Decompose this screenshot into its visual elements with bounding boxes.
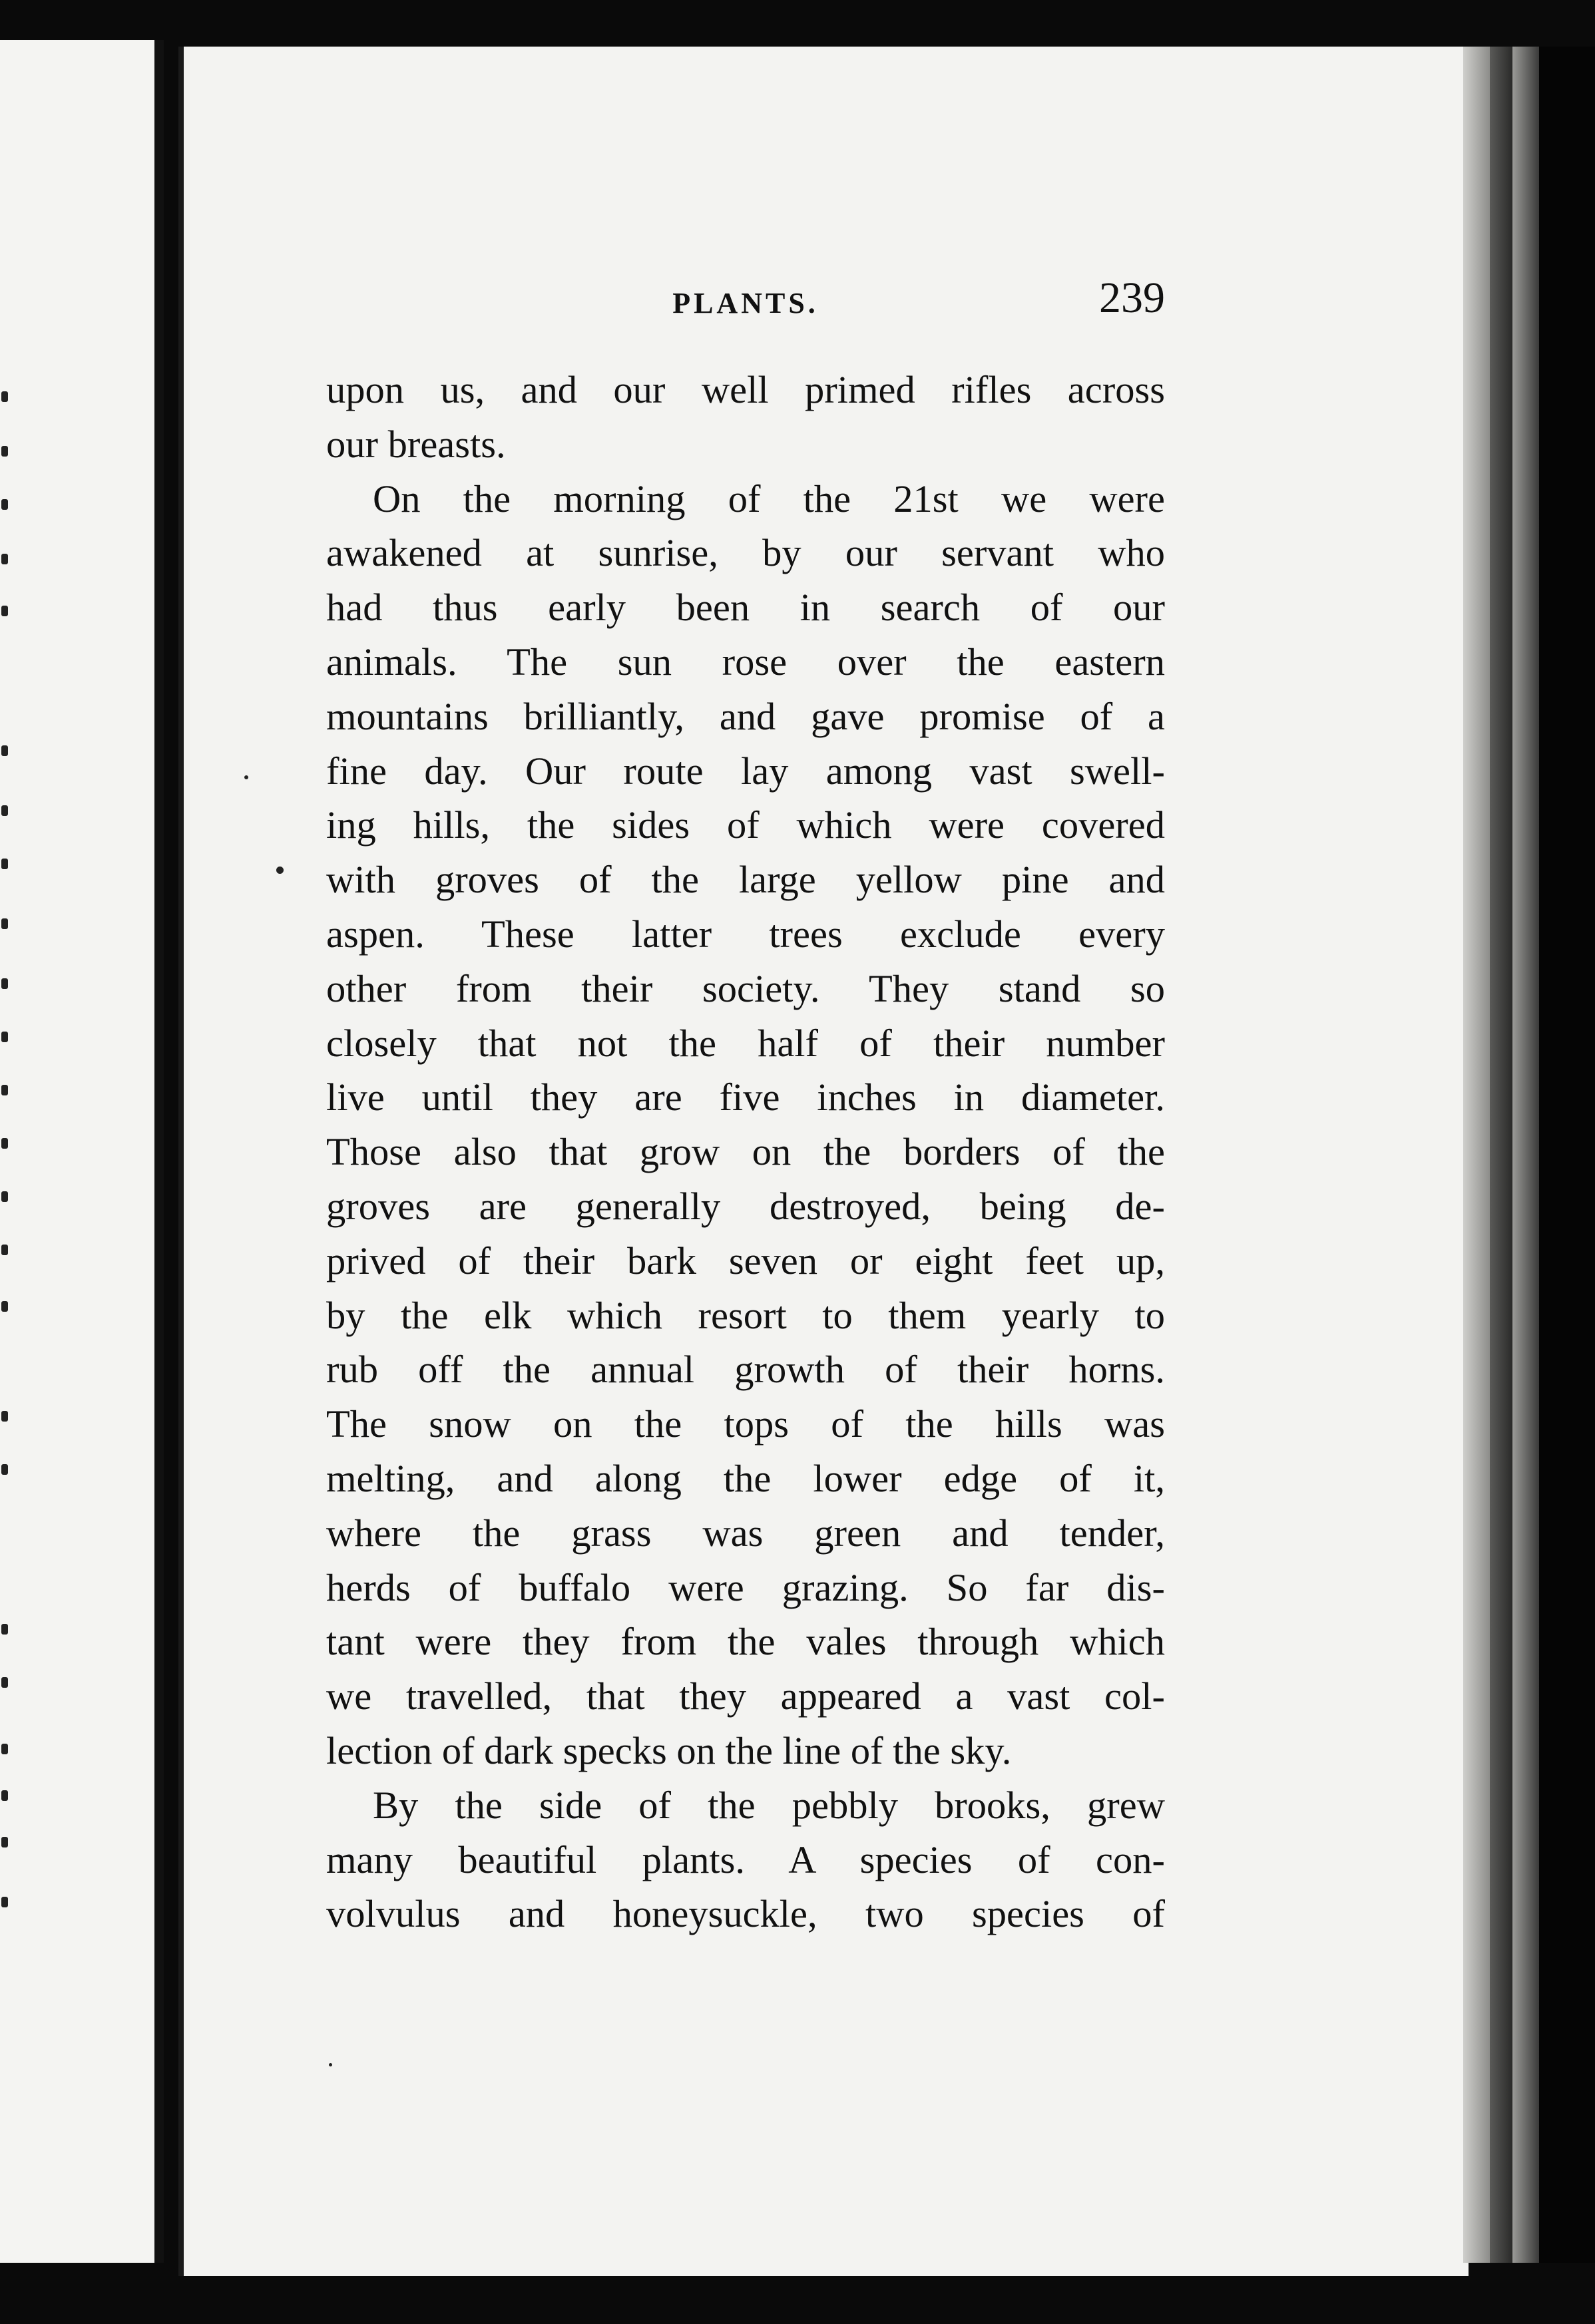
facing-page-glyph (1, 1897, 8, 1907)
text-line: lection of dark specks on the line of the sky. (326, 1728, 1012, 1772)
facing-page-glyph (1, 446, 8, 457)
text-line: we travelled, that they appeared a vast col- (326, 1674, 1165, 1718)
text-line: live until they are five inches in diameter. (326, 1075, 1165, 1119)
facing-page-glyph (1, 1245, 8, 1255)
page-number: 239 (1099, 274, 1165, 322)
text-line: other from their society. They stand so (326, 966, 1165, 1010)
body-text (326, 363, 1165, 1941)
text-line: animals. The sun rose over the eastern (326, 640, 1165, 683)
facing-page-glyph (1, 1624, 8, 1635)
text-line: ing hills, the sides of which were covered (326, 803, 1165, 847)
facing-page-glyph (1, 391, 8, 402)
ink-speck (329, 2063, 332, 2066)
text-line: our breasts. (326, 422, 506, 466)
text-line: herds of buffalo were grazing. So far dis- (326, 1565, 1165, 1609)
facing-page-glyph (1, 1085, 8, 1095)
text-line: had thus early been in search of our (326, 586, 1165, 630)
text-line: awakened at sunrise, by our servant who (326, 531, 1165, 575)
facing-page-glyph (1, 554, 8, 564)
text-line: fine day. Our route lay among vast swell- (326, 749, 1165, 793)
facing-page-glyph (1, 978, 8, 989)
facing-page-glyph (1, 805, 8, 816)
ink-speck (276, 867, 284, 874)
facing-page-glyph (1, 1677, 8, 1688)
text-line: with groves of the large yellow pine and (326, 858, 1165, 902)
ink-speck (244, 775, 248, 779)
facing-page-glyph (1, 606, 8, 616)
facing-page-glyph (1, 1301, 8, 1312)
text-line: prived of their bark seven or eight feet up, (326, 1239, 1165, 1282)
text-line: by the elk which resort to them yearly to (326, 1293, 1165, 1337)
running-head: PLANTS. (672, 287, 819, 319)
text-line: aspen. These latter trees exclude every (326, 912, 1165, 956)
text-line: upon us, and our well primed rifles across (326, 368, 1165, 411)
text-line: rub off the annual growth of their horns. (326, 1348, 1165, 1392)
facing-page-glyph (1, 1837, 8, 1847)
page-stack-edge (1463, 47, 1490, 2263)
facing-page-glyph (1, 745, 8, 756)
binding-shadow (1539, 47, 1595, 2263)
page-header (326, 266, 1165, 339)
text-line: many beautiful plants. A species of con- (326, 1838, 1165, 1881)
facing-page-edge (0, 40, 164, 2263)
facing-page-glyph (1, 1790, 8, 1801)
facing-page-glyph (1, 1744, 8, 1754)
text-line: where the grass was green and tender, (326, 1511, 1165, 1555)
facing-page-glyph (1, 1191, 8, 1202)
text-line: groves are generally destroyed, being de- (326, 1184, 1165, 1228)
text-line: closely that not the half of their number (326, 1021, 1165, 1065)
text-line: mountains brilliantly, and gave promise of a (326, 694, 1165, 738)
facing-page-glyph (1, 859, 8, 869)
facing-page-glyph (1, 1032, 8, 1042)
facing-page-glyph (1, 1411, 8, 1422)
facing-page-glyph (1, 1138, 8, 1149)
text-line: melting, and along the lower edge of it, (326, 1456, 1165, 1500)
text-line: tant were they from the vales through which (326, 1620, 1165, 1664)
text-line: Those also that grow on the borders of the (326, 1130, 1165, 1174)
page-stack-edge (1490, 47, 1512, 2263)
facing-page-glyph (1, 918, 8, 929)
page-stack-edge (1512, 47, 1539, 2263)
text-line: By the side of the pebbly brooks, grew (373, 1783, 1165, 1827)
facing-page-glyph (1, 499, 8, 510)
text-line: volvulus and honeysuckle, two species of (326, 1892, 1165, 1936)
text-line: The snow on the tops of the hills was (326, 1402, 1165, 1446)
text-line: On the morning of the 21st we were (373, 477, 1165, 520)
facing-page-glyph (1, 1464, 8, 1475)
